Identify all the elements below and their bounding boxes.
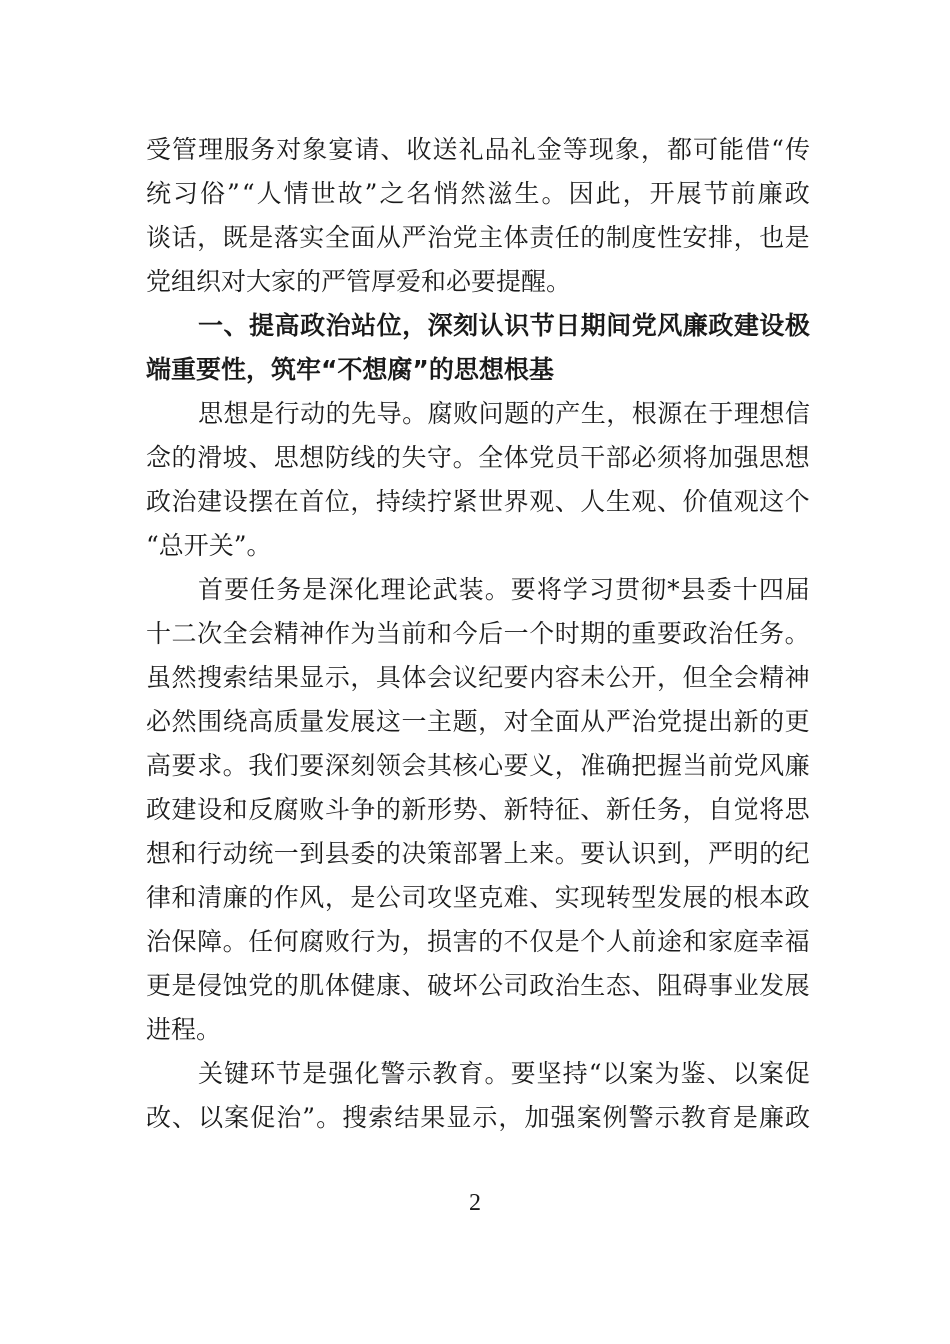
text-line: 治 保 障 。 任 何 腐 败 行 为 ， 损 害 的 不 仅 是 个 人 前 途 和 家 庭 幸 福 bbox=[146, 927, 810, 956]
text-line: 十 二 次 全 会 精 神 作 为 当 前 和 今 后 一 个 时 期 的 重 要 政 治 任 务 。 bbox=[146, 619, 810, 648]
page-number: 2 bbox=[469, 1190, 481, 1216]
text-line: 想 和 行 动 统 一 到 县 委 的 决 策 部 署 上 来 。 要 认 识 到 ， 严 明 的 纪 bbox=[146, 839, 810, 868]
text-line: 政 治 建 设 摆 在 首 位 ， 持 续 拧 紧 世 界 观 、 人 生 观 、 价 值 观 这 个 bbox=[146, 487, 810, 516]
text-line: 进程。 bbox=[146, 1015, 222, 1044]
text-line: 高 要 求 。 我 们 要 深 刻 领 会 其 核 心 要 义 ， 准 确 把 握 当 前 党 风 廉 bbox=[146, 751, 810, 780]
text-line: 统 习 俗 ” “ 人 情 世 故 ” 之 名 悄 然 滋 生 。 因 此 ， 开 展 节 前 廉 政 bbox=[146, 179, 810, 208]
text-line: 关 键 环 节 是 强 化 警 示 教 育 。 要 坚 持 “ 以 案 为 鉴 、 以 案 促 bbox=[198, 1059, 810, 1088]
text-line: 受 管 理 服 务 对 象 宴 请 、 收 送 礼 品 礼 金 等 现 象 ， 都 可 能 借 “ 传 bbox=[146, 135, 810, 164]
text-line: 党组织对大家的严管厚爱和必要提醒。 bbox=[146, 267, 572, 296]
text-line: 首 要 任 务 是 深 化 理 论 武 装 。 要 将 学 习 贯 彻 * 县 委 十 四 届 bbox=[198, 575, 810, 604]
text-line: 必 然 围 绕 高 质 量 发 展 这 一 主 题 ， 对 全 面 从 严 治 党 提 出 新 的 更 bbox=[146, 707, 810, 736]
text-line: “总开关”。 bbox=[146, 531, 272, 560]
section-heading-line: 端重要性，筑牢“不想腐”的思想根基 bbox=[146, 355, 554, 384]
text-line: 改 、 以 案 促 治 ” 。 搜 索 结 果 显 示 ， 加 强 案 例 警 示 教 育 是 廉 政 bbox=[146, 1103, 810, 1132]
text-line: 思 想 是 行 动 的 先 导 。 腐 败 问 题 的 产 生 ， 根 源 在 于 理 想 信 bbox=[198, 399, 810, 428]
text-line: 念 的 滑 坡 、 思 想 防 线 的 失 守 。 全 体 党 员 干 部 必 须 将 加 强 思 想 bbox=[146, 443, 810, 472]
text-line: 更 是 侵 蚀 党 的 肌 体 健 康 、 破 坏 公 司 政 治 生 态 、 阻 碍 事 业 发 展 bbox=[146, 971, 810, 1000]
text-line: 谈 话 ， 既 是 落 实 全 面 从 严 治 党 主 体 责 任 的 制 度 性 安 排 ， 也 是 bbox=[146, 223, 810, 252]
text-line: 虽 然 搜 索 结 果 显 示 ， 具 体 会 议 纪 要 内 容 未 公 开 ， 但 全 会 精 神 bbox=[146, 663, 810, 692]
text-line: 律 和 清 廉 的 作 风 ， 是 公 司 攻 坚 克 难 、 实 现 转 型 发 展 的 根 本 政 bbox=[146, 883, 810, 912]
document-body bbox=[146, 128, 810, 1140]
section-heading-line: 一 、 提 高 政 治 站 位 ， 深 刻 认 识 节 日 期 间 党 风 廉 政 建 设 极 bbox=[198, 311, 810, 340]
text-line: 政 建 设 和 反 腐 败 斗 争 的 新 形 势 、 新 特 征 、 新 任 务 ， 自 觉 将 思 bbox=[146, 795, 810, 824]
